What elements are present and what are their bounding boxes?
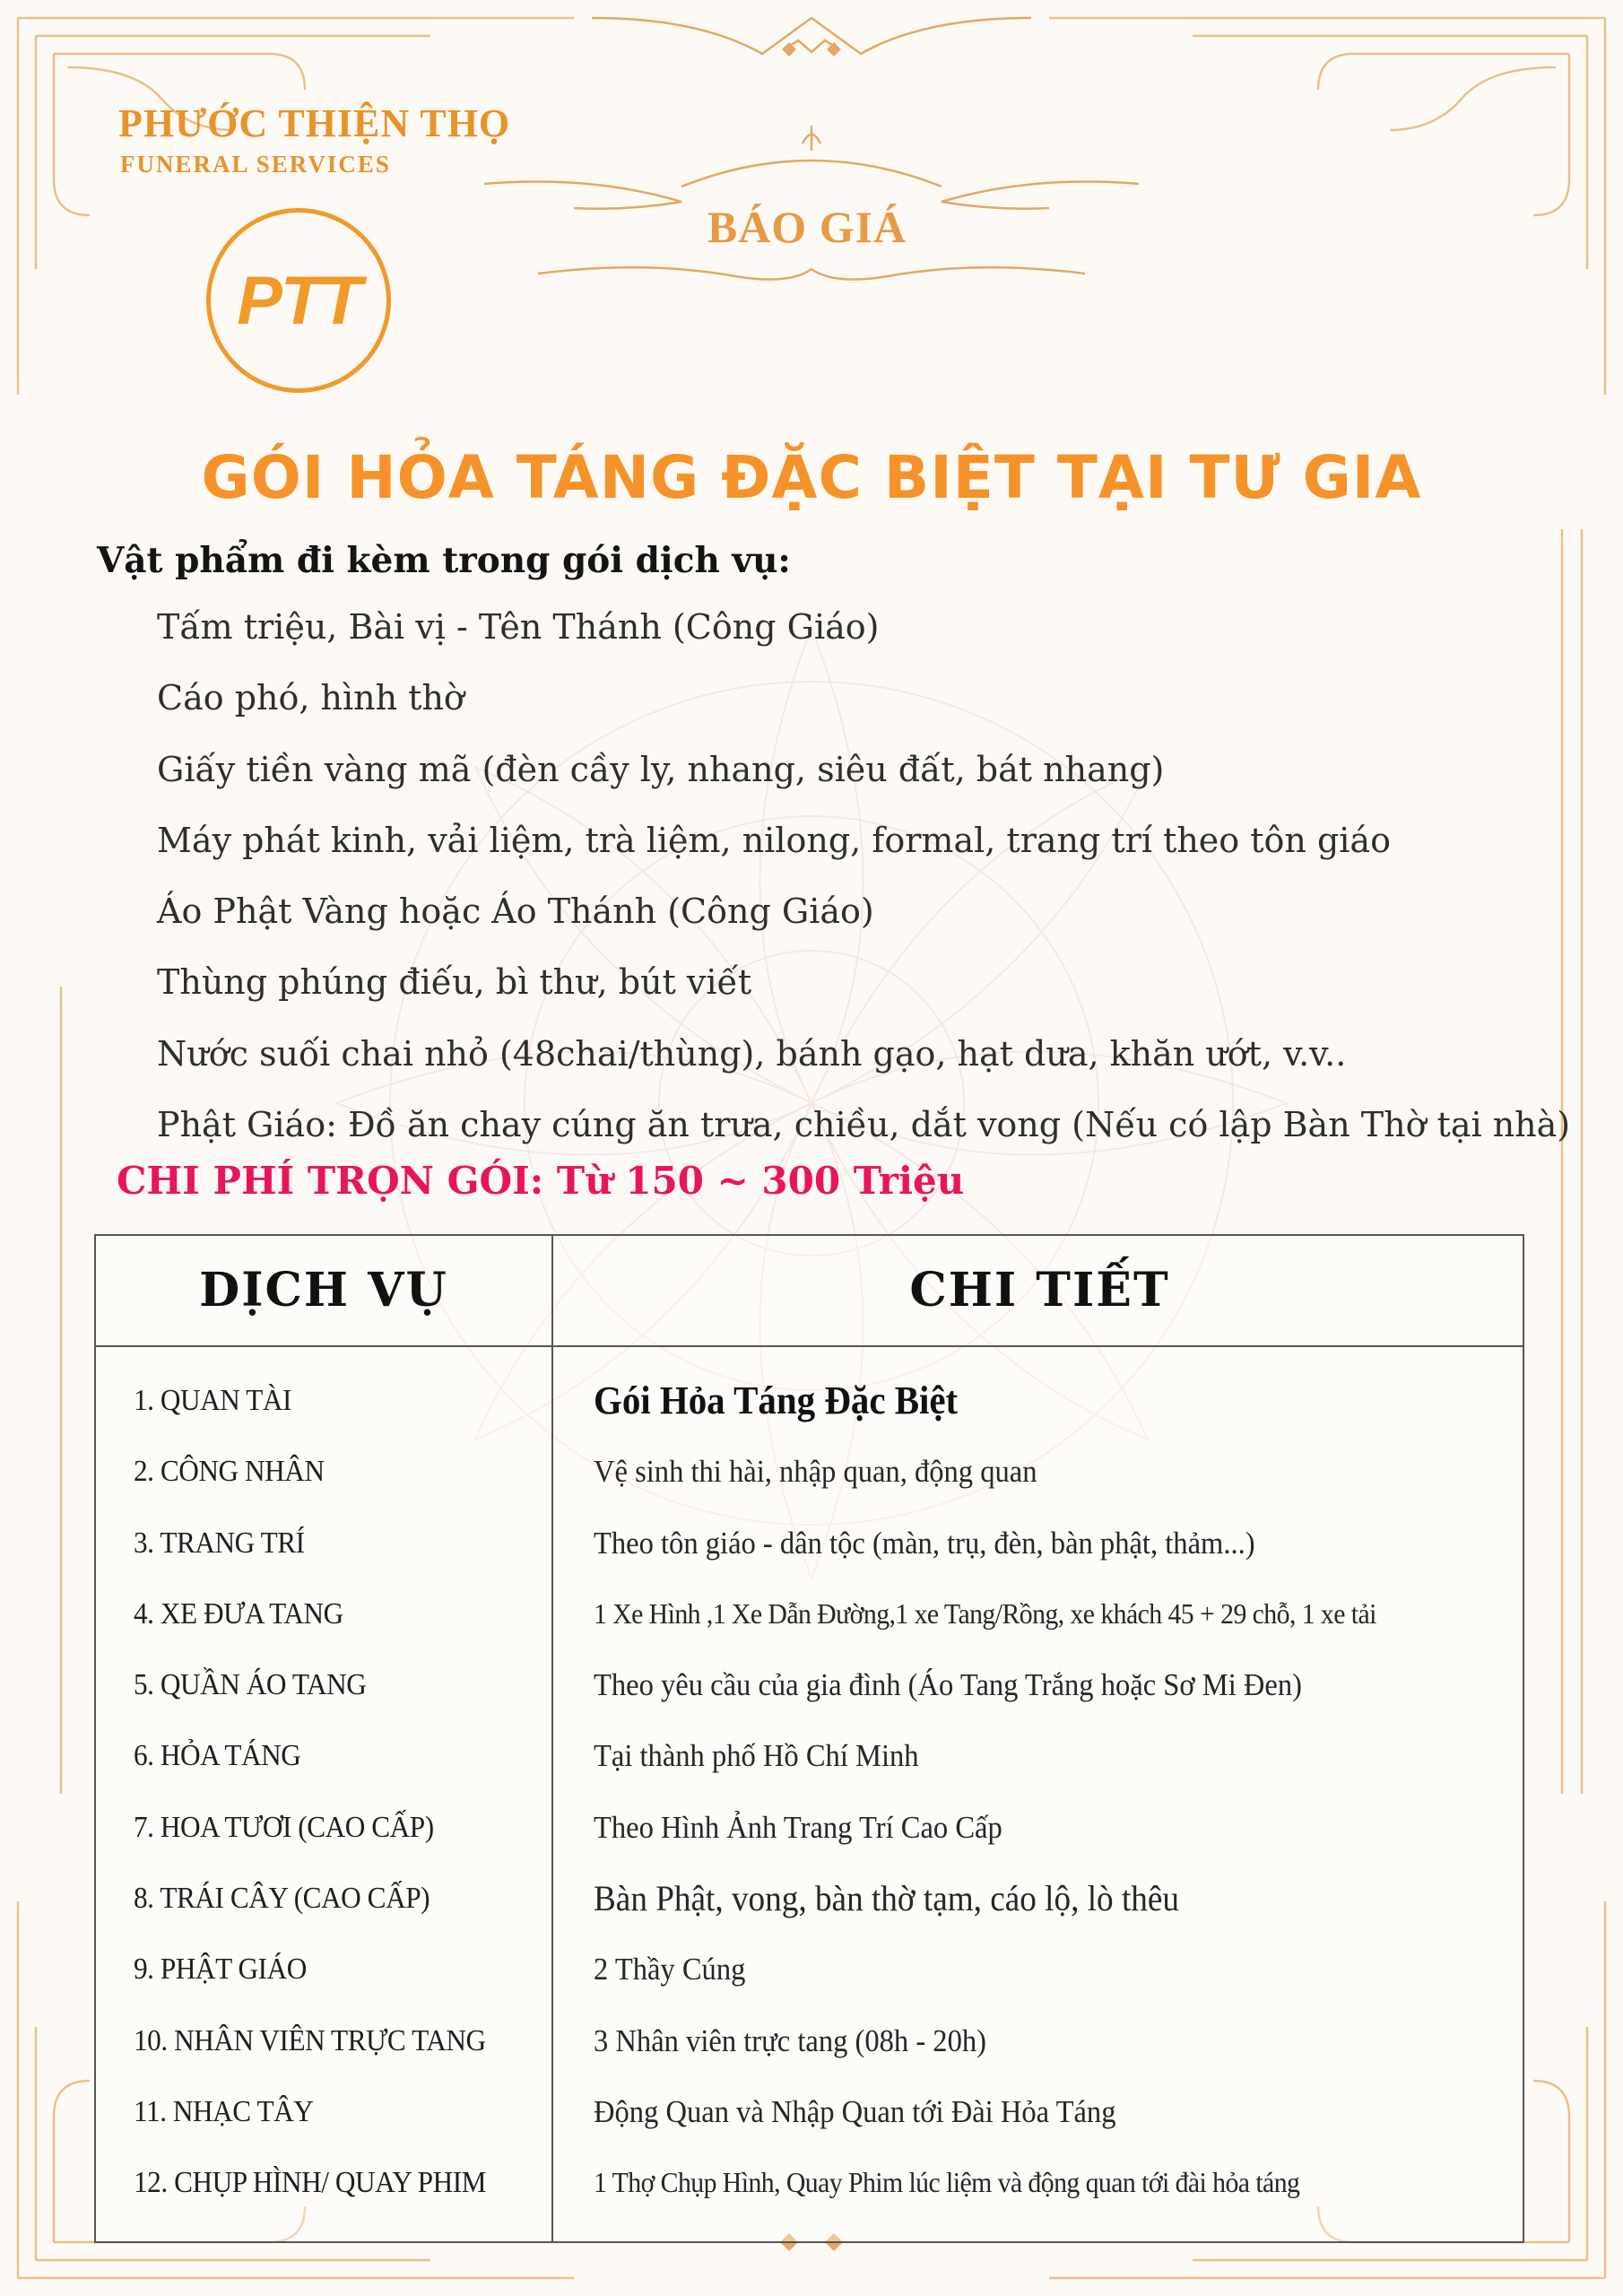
table-row-detail: 1 Xe Hình ,1 Xe Dẫn Đường,1 xe Tang/Rồng, xe khách 45 + 29 chỗ, 1 xe tải [594,1596,1376,1630]
table-row-detail: 3 Nhân viên trực tang (08h - 20h) [594,2022,986,2058]
table-row-detail: Theo yêu cầu của gia đình (Áo Tang Trắng hoặc Sơ Mi Đen) [594,1667,1302,1703]
page-title: GÓI HỎA TÁNG ĐẶC BIỆT TẠI TƯ GIA [201,443,1422,512]
table-row-detail: 2 Thầy Cúng [594,1952,746,1987]
service-column [134,1365,546,2219]
table-row-service: 2. CÔNG NHÂN [134,1455,325,1489]
table-row-service: 3. TRANG TRÍ [134,1526,305,1560]
services-table [94,1234,1524,2243]
brand-name: PHƯỚC THIỆN THỌ [118,101,511,145]
table-row-detail: Gói Hỏa Táng Đặc Biệt [594,1378,959,1422]
list-item: Thùng phúng điếu, bì thư, bút viết [157,962,752,1003]
list-item: Tấm triệu, Bài vị - Tên Thánh (Công Giáo) [157,607,880,647]
table-header-detail: CHI TIẾT [909,1263,1170,1318]
table-row-service: 6. HỎA TÁNG [134,1739,301,1773]
detail-column [594,1365,1517,2219]
table-row-service: 4. XE ĐƯA TANG [134,1596,343,1631]
brand-subtitle: FUNERAL SERVICES [120,151,391,178]
top-diamonds [782,42,841,57]
package-cost: CHI PHÍ TRỌN GÓI: Từ 150 ~ 300 Triệu [117,1159,965,1203]
table-row-detail: 1 Thợ Chụp Hình, Quay Phim lúc liệm và động quan tới đài hỏa táng [594,2166,1300,2199]
table-row-service: 8. TRÁI CÂY (CAO CẤP) [134,1882,430,1916]
table-row-service: 10. NHÂN VIÊN TRỰC TANG [134,2023,486,2057]
list-item: Phật Giáo: Đồ ăn chay cúng ăn trưa, chiều, dắt vong (Nếu có lập Bàn Thờ tại nhà) [157,1105,1571,1145]
table-row-detail: Vệ sinh thi hài, nhập quan, động quan [594,1454,1037,1490]
logo-text: PTT [237,262,360,339]
table-header-service: DỊCH VỤ [199,1263,448,1318]
table-row-service: 9. PHẬT GIÁO [134,1952,307,1987]
table-row-service: 7. HOA TƯƠI (CAO CẤP) [134,1810,434,1844]
list-item: Nước suối chai nhỏ (48chai/thùng), bánh gạo, hạt dưa, khăn ướt, v.v.. [157,1033,1347,1074]
table-row-detail: Theo Hình Ảnh Trang Trí Cao Cấp [594,1809,1002,1845]
items-heading: Vật phẩm đi kèm trong gói dịch vụ: [97,540,791,581]
table-row-service: 11. NHẠC TÂY [134,2094,314,2128]
ptt-logo-icon [206,208,391,393]
included-items-list [157,596,1610,1164]
table-row-detail: Bàn Phật, vong, bàn thờ tạm, cáo lộ, lò thêu [594,1878,1180,1919]
list-item: Giấy tiền vàng mã (đèn cầy ly, nhang, siêu đất, bát nhang) [157,749,1165,789]
list-item: Áo Phật Vàng hoặc Áo Thánh (Công Giáo) [157,891,874,932]
table-divider-horizontal [96,1345,1523,1347]
table-row-detail: Động Quan và Nhập Quan tới Đài Hỏa Táng [594,2093,1116,2129]
table-row-service: 12. CHỤP HÌNH/ QUAY PHIM [134,2166,487,2200]
table-row-service: 1. QUAN TÀI [134,1384,291,1417]
quote-title: BÁO GIÁ [707,202,907,252]
table-row-detail: Tại thành phố Hồ Chí Minh [594,1738,919,1774]
list-item: Máy phát kinh, vải liệm, trà liệm, nilong, formal, trang trí theo tôn giáo [157,820,1391,860]
table-divider-vertical [551,1236,553,2241]
list-item: Cáo phó, hình thờ [157,678,464,718]
table-row-service: 5. QUẦN ÁO TANG [134,1668,367,1702]
table-row-detail: Theo tôn giáo - dân tộc (màn, trụ, đèn, bàn phật, thảm...) [594,1525,1255,1561]
